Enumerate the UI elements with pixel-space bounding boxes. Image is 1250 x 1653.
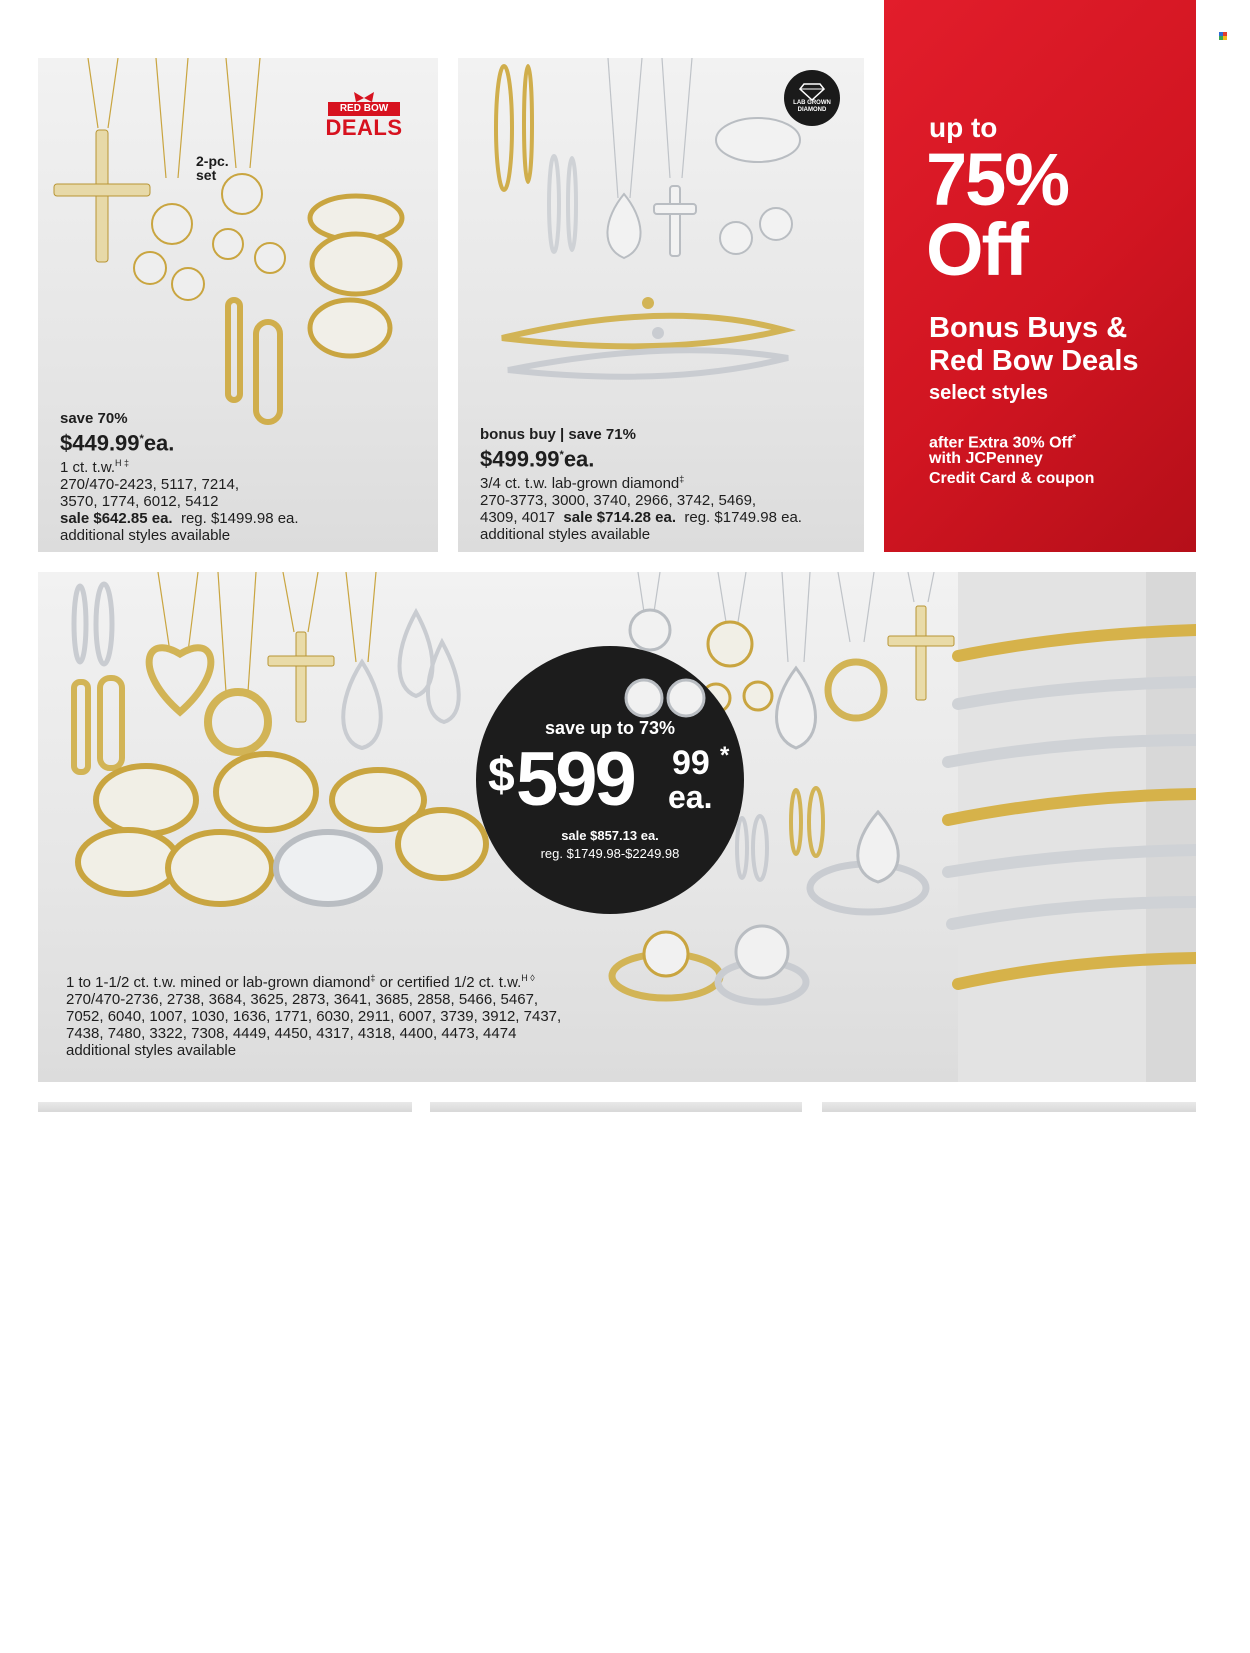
carat-text: 1 ct. t.w. bbox=[60, 459, 116, 477]
offer-copy bbox=[60, 410, 432, 544]
badge-label-top: RED BOW bbox=[328, 102, 400, 116]
additional-styles: additional styles available bbox=[66, 1042, 237, 1059]
carat-footnote: H ‡ bbox=[115, 458, 130, 469]
next-panel-strip-3 bbox=[822, 1102, 1196, 1112]
sku-line-2 bbox=[480, 509, 860, 526]
deal-panel-diamond-collection[interactable] bbox=[38, 572, 1196, 1082]
promo-line-2: Red Bow Deals bbox=[929, 345, 1139, 377]
price-suffix: ea. bbox=[668, 779, 713, 815]
price-suffix: ea. bbox=[563, 446, 595, 472]
reg-price: reg. $1749.98-$2249.98 bbox=[540, 846, 680, 861]
carat-text-b: or certified 1/2 ct. t.w. bbox=[375, 974, 522, 991]
lab-badge-text: LAB GROWN DIAMOND bbox=[793, 100, 831, 113]
sale-price: sale $714.28 ea. bbox=[563, 509, 677, 527]
reg-price: reg. $1749.98 ea. bbox=[684, 509, 802, 527]
price-value: $449.99 bbox=[60, 430, 140, 456]
next-panel-strip-1 bbox=[38, 1102, 412, 1112]
carat-detail bbox=[60, 455, 432, 476]
carat-footnote-1: ‡ bbox=[370, 973, 376, 983]
next-panel-strip-2 bbox=[430, 1102, 802, 1112]
promo-fine-2: with JCPenney bbox=[929, 450, 1043, 467]
sku-tail: 4309, 4017 bbox=[480, 509, 556, 527]
promo-fine-1-mark: * bbox=[1072, 433, 1077, 444]
price-suffix: ea. bbox=[143, 430, 175, 456]
additional-styles: additional styles available bbox=[480, 526, 651, 544]
price-footnote: * bbox=[720, 742, 730, 769]
set-label-line1: 2-pc. bbox=[196, 153, 229, 169]
sku-line-3: 7438, 7480, 3322, 7308, 4449, 4450, 4317, 4318, 4400, 4473, 4474 bbox=[66, 1025, 517, 1042]
carat-footnote: ‡ bbox=[679, 474, 685, 485]
carat-text: 1 to 1-1/2 ct. t.w. mined or lab-grown diamond bbox=[66, 974, 371, 991]
carat-footnote-2: H ◊ bbox=[521, 973, 535, 983]
badge-label-main: DEALS bbox=[325, 115, 403, 140]
promo-percent: 75% bbox=[926, 138, 1069, 221]
sale-reg-line bbox=[60, 510, 432, 527]
deal-panel-lab-grown[interactable] bbox=[458, 58, 864, 552]
sku-line-2: 3570, 1774, 6012, 5412 bbox=[60, 493, 219, 511]
reg-price: reg. $1499.98 ea. bbox=[180, 510, 299, 528]
price-whole: 599 bbox=[516, 737, 634, 822]
sku-line-1: 270-3773, 3000, 3740, 2966, 3742, 5469, bbox=[480, 492, 757, 510]
offer-price bbox=[60, 427, 432, 455]
promo-line-1: Bonus Buys & bbox=[929, 312, 1128, 344]
price-dollar-sign: $ bbox=[488, 749, 515, 802]
promo-fine-3: Credit Card & coupon bbox=[929, 470, 1095, 487]
red-bow-deals-badge bbox=[322, 92, 406, 144]
stud-earrings-icon bbox=[476, 656, 744, 726]
promo-fine-1-text: after Extra 30% Off bbox=[929, 434, 1073, 452]
promo-fine-1 bbox=[929, 430, 1076, 452]
promo-line-3: select styles bbox=[929, 382, 1048, 404]
carat-detail bbox=[480, 471, 860, 492]
set-label-line2: set bbox=[196, 167, 217, 183]
carat-text: 3/4 ct. t.w. lab-grown diamond bbox=[480, 475, 680, 493]
promo-banner bbox=[884, 0, 1196, 552]
brand-mark-icon bbox=[1219, 32, 1227, 40]
sku-line-1: 270/470-2736, 2738, 3684, 3625, 2873, 3641, 3685, 2858, 5466, 5467, bbox=[66, 991, 539, 1008]
offer-price bbox=[480, 443, 860, 471]
lab-grown-diamond-badge bbox=[784, 70, 840, 126]
set-label bbox=[196, 154, 229, 182]
carat-detail bbox=[66, 970, 626, 991]
price-footnote: * bbox=[559, 449, 564, 461]
price-footnote: * bbox=[139, 433, 144, 445]
offer-copy bbox=[66, 970, 626, 1059]
offer-copy bbox=[480, 426, 860, 543]
save-percent: bonus buy | save 71% bbox=[480, 426, 636, 443]
sale-price: sale $642.85 ea. bbox=[60, 510, 173, 528]
promo-up-to: up to bbox=[929, 112, 998, 143]
price-cents: 99 bbox=[672, 744, 710, 782]
save-percent: save 70% bbox=[60, 410, 128, 427]
save-up-to: save up to 73% bbox=[544, 718, 676, 738]
price-callout-circle bbox=[476, 646, 744, 914]
sku-line-1: 270/470-2423, 5117, 7214, bbox=[60, 476, 240, 494]
additional-styles: additional styles available bbox=[60, 527, 231, 545]
sale-price: sale $857.13 ea. bbox=[561, 828, 659, 843]
sku-line-2: 7052, 6040, 1007, 1030, 1636, 1771, 6030, 2911, 6007, 3739, 3912, 7437, bbox=[66, 1008, 562, 1025]
price-value: $499.99 bbox=[480, 446, 560, 472]
deal-panel-red-bow[interactable] bbox=[38, 58, 438, 552]
promo-off: Off bbox=[926, 208, 1027, 291]
